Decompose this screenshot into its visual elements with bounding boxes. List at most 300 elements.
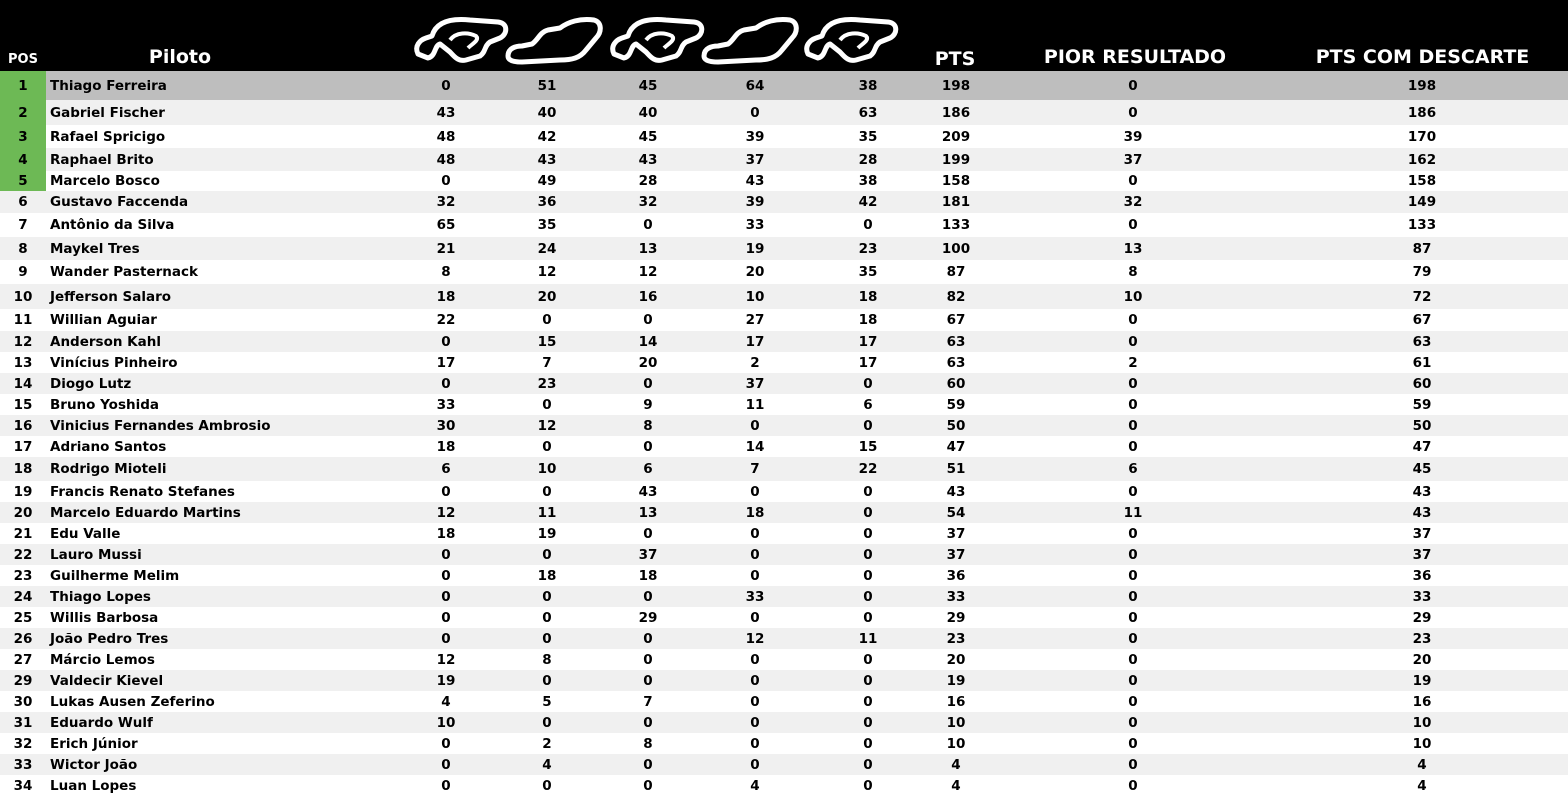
race-1-points-cell: 10 <box>436 714 456 731</box>
driver-name-cell: Willis Barbosa <box>50 609 159 626</box>
position-cell: 24 <box>13 588 33 605</box>
race-2-points-cell: 0 <box>542 546 552 563</box>
points-with-discard-cell: 10 <box>1412 735 1432 752</box>
race-1-points-cell: 18 <box>436 525 456 542</box>
points-with-discard-cell: 60 <box>1412 375 1432 392</box>
race-4-points-cell: 37 <box>745 151 765 168</box>
race-2-points-cell: 42 <box>537 128 557 145</box>
race-2-points-cell: 12 <box>537 264 557 280</box>
position-cell: 9 <box>18 264 28 280</box>
position-cell: 25 <box>13 609 33 626</box>
race-1-points-cell: 0 <box>441 375 451 392</box>
race-4-points-cell: 0 <box>750 546 760 563</box>
position-cell: 7 <box>18 217 28 233</box>
table-row <box>0 436 1568 457</box>
race-4-points-cell: 0 <box>750 693 760 710</box>
race-2-points-cell: 23 <box>537 375 557 392</box>
race-1-points-cell: 8 <box>441 264 451 280</box>
table-header <box>0 0 1568 71</box>
position-cell: 26 <box>13 630 33 647</box>
total-points-cell: 33 <box>946 588 966 605</box>
position-cell: 12 <box>13 333 33 350</box>
race-2-points-cell: 15 <box>537 333 557 350</box>
race-5-points-cell: 0 <box>863 672 873 689</box>
race-5-points-cell: 18 <box>858 288 878 305</box>
total-points-cell: 23 <box>946 630 966 647</box>
race-3-points-cell: 0 <box>643 777 653 794</box>
table-row <box>0 213 1568 237</box>
race-4-points-cell: 17 <box>745 333 765 350</box>
total-points-cell: 37 <box>946 525 966 542</box>
driver-name-cell: Lauro Mussi <box>50 546 142 563</box>
track-1-icon <box>410 10 514 66</box>
race-3-points-cell: 0 <box>643 438 653 455</box>
worst-result-cell: 0 <box>1128 312 1138 328</box>
points-with-discard-cell: 61 <box>1412 354 1432 371</box>
worst-result-cell: 0 <box>1128 609 1138 626</box>
race-4-points-cell: 0 <box>750 651 760 668</box>
driver-name-cell: Vinícius Pinheiro <box>50 354 178 371</box>
worst-result-cell: 0 <box>1128 104 1138 121</box>
race-4-points-cell: 0 <box>750 483 760 500</box>
worst-result-cell: 0 <box>1128 77 1138 94</box>
race-2-points-cell: 18 <box>537 567 557 584</box>
total-points-cell: 19 <box>946 672 966 689</box>
race-1-points-cell: 0 <box>441 735 451 752</box>
race-1-points-cell: 18 <box>436 288 456 305</box>
table-row <box>0 309 1568 331</box>
total-points-cell: 10 <box>946 735 966 752</box>
table-row <box>0 649 1568 670</box>
race-3-points-cell: 43 <box>638 483 658 500</box>
points-with-discard-cell: 63 <box>1412 333 1432 350</box>
position-cell: 22 <box>13 546 33 563</box>
position-cell: 34 <box>13 777 33 794</box>
race-2-points-cell: 12 <box>537 417 557 434</box>
race-5-points-cell: 0 <box>863 567 873 584</box>
position-cell: 21 <box>13 525 33 542</box>
race-4-points-cell: 11 <box>745 396 765 413</box>
race-3-points-cell: 0 <box>643 588 653 605</box>
race-5-points-cell: 28 <box>858 151 878 168</box>
worst-result-cell: 32 <box>1123 194 1143 210</box>
total-points-cell: 59 <box>946 396 966 413</box>
race-5-points-cell: 38 <box>858 173 878 189</box>
table-row <box>0 71 1568 100</box>
race-1-points-cell: 19 <box>436 672 456 689</box>
worst-result-cell: 0 <box>1128 438 1138 455</box>
worst-result-cell: 0 <box>1128 217 1138 233</box>
total-points-cell: 20 <box>946 651 966 668</box>
race-5-points-cell: 18 <box>858 312 878 328</box>
driver-name-cell: Vinicius Fernandes Ambrosio <box>50 417 271 434</box>
track-4-icon <box>698 10 802 66</box>
worst-result-cell: 37 <box>1123 151 1143 168</box>
worst-result-cell: 0 <box>1128 714 1138 731</box>
position-cell: 23 <box>13 567 33 584</box>
race-5-points-cell: 6 <box>863 396 873 413</box>
race-3-points-cell: 40 <box>638 104 658 121</box>
race-2-points-cell: 43 <box>537 151 557 168</box>
race-5-points-cell: 0 <box>863 588 873 605</box>
race-3-points-cell: 7 <box>643 693 653 710</box>
race-5-points-cell: 38 <box>858 77 878 94</box>
table-row <box>0 260 1568 284</box>
driver-name-cell: Luan Lopes <box>50 777 137 794</box>
points-with-discard-cell: 72 <box>1412 288 1432 305</box>
table-row <box>0 691 1568 712</box>
race-1-points-cell: 6 <box>441 461 451 477</box>
race-4-points-cell: 14 <box>745 438 765 455</box>
race-5-points-cell: 0 <box>863 504 873 521</box>
race-2-points-cell: 8 <box>542 651 552 668</box>
worst-result-cell: 0 <box>1128 588 1138 605</box>
points-with-discard-cell: 170 <box>1407 128 1437 145</box>
position-cell: 5 <box>0 171 46 191</box>
points-with-discard-cell: 43 <box>1412 504 1432 521</box>
race-3-points-cell: 0 <box>643 714 653 731</box>
race-4-points-cell: 10 <box>745 288 765 305</box>
race-3-points-cell: 0 <box>643 672 653 689</box>
total-points-cell: 63 <box>946 354 966 371</box>
worst-result-cell: 0 <box>1128 567 1138 584</box>
race-1-points-cell: 18 <box>436 438 456 455</box>
points-with-discard-cell: 59 <box>1412 396 1432 413</box>
race-5-points-cell: 0 <box>863 525 873 542</box>
race-5-points-cell: 0 <box>863 651 873 668</box>
total-points-cell: 37 <box>946 546 966 563</box>
race-2-points-cell: 19 <box>537 525 557 542</box>
total-points-cell: 10 <box>946 714 966 731</box>
race-4-points-cell: 0 <box>750 672 760 689</box>
race-4-points-cell: 2 <box>750 354 760 371</box>
table-row <box>0 565 1568 586</box>
points-with-discard-cell: 87 <box>1412 240 1432 257</box>
position-cell: 11 <box>13 312 33 328</box>
table-row <box>0 586 1568 607</box>
race-5-points-cell: 15 <box>858 438 878 455</box>
total-points-cell: 54 <box>946 504 966 521</box>
table-row <box>0 457 1568 481</box>
race-4-points-cell: 4 <box>750 777 760 794</box>
race-2-points-cell: 20 <box>537 288 557 305</box>
pts-column-header: PTS <box>934 48 976 70</box>
driver-name-cell: Willian Aguiar <box>50 312 157 328</box>
total-points-cell: 16 <box>946 693 966 710</box>
race-4-points-cell: 20 <box>745 264 765 280</box>
driver-name-cell: Marcelo Bosco <box>50 173 160 189</box>
worst-result-cell: 0 <box>1128 777 1138 794</box>
worst-result-cell: 39 <box>1123 128 1143 145</box>
race-1-points-cell: 48 <box>436 151 456 168</box>
race-5-points-cell: 0 <box>863 609 873 626</box>
driver-name-cell: Wictor João <box>50 756 138 773</box>
race-4-points-cell: 39 <box>745 194 765 210</box>
table-row <box>0 544 1568 565</box>
total-points-cell: 43 <box>946 483 966 500</box>
pior-resultado-column-header: PIOR RESULTADO <box>1043 46 1227 68</box>
driver-name-cell: Diogo Lutz <box>50 375 132 392</box>
table-row <box>0 237 1568 260</box>
race-4-points-cell: 0 <box>750 714 760 731</box>
table-row <box>0 125 1568 148</box>
total-points-cell: 82 <box>946 288 966 305</box>
race-4-points-cell: 33 <box>745 217 765 233</box>
worst-result-cell: 10 <box>1123 288 1143 305</box>
race-5-points-cell: 17 <box>858 333 878 350</box>
position-cell: 3 <box>0 125 46 148</box>
race-1-points-cell: 65 <box>436 217 456 233</box>
total-points-cell: 199 <box>941 151 971 168</box>
worst-result-cell: 2 <box>1128 354 1138 371</box>
race-3-points-cell: 18 <box>638 567 658 584</box>
position-cell: 14 <box>13 375 33 392</box>
total-points-cell: 63 <box>946 333 966 350</box>
race-3-points-cell: 8 <box>643 417 653 434</box>
race-2-points-cell: 5 <box>542 693 552 710</box>
race-5-points-cell: 17 <box>858 354 878 371</box>
table-row <box>0 670 1568 691</box>
race-3-points-cell: 28 <box>638 173 658 189</box>
track-2-icon <box>502 10 606 66</box>
race-4-points-cell: 0 <box>750 567 760 584</box>
worst-result-cell: 8 <box>1128 264 1138 280</box>
race-5-points-cell: 23 <box>858 240 878 257</box>
race-3-points-cell: 14 <box>638 333 658 350</box>
race-5-points-cell: 0 <box>863 714 873 731</box>
table-row <box>0 373 1568 394</box>
position-cell: 6 <box>18 194 28 210</box>
position-cell: 27 <box>13 651 33 668</box>
race-3-points-cell: 0 <box>643 217 653 233</box>
driver-name-cell: Eduardo Wulf <box>50 714 153 731</box>
driver-name-cell: Francis Renato Stefanes <box>50 483 235 500</box>
race-5-points-cell: 42 <box>858 194 878 210</box>
table-row <box>0 733 1568 754</box>
race-3-points-cell: 29 <box>638 609 658 626</box>
position-cell: 30 <box>13 693 33 710</box>
driver-name-cell: Thiago Ferreira <box>50 77 167 94</box>
points-with-discard-cell: 37 <box>1412 546 1432 563</box>
race-1-points-cell: 0 <box>441 756 451 773</box>
worst-result-cell: 0 <box>1128 483 1138 500</box>
race-2-points-cell: 49 <box>537 173 557 189</box>
driver-name-cell: Márcio Lemos <box>50 651 155 668</box>
table-row <box>0 148 1568 171</box>
race-5-points-cell: 0 <box>863 735 873 752</box>
race-2-points-cell: 0 <box>542 714 552 731</box>
table-row <box>0 712 1568 733</box>
race-1-points-cell: 30 <box>436 417 456 434</box>
race-4-points-cell: 37 <box>745 375 765 392</box>
points-with-discard-cell: 162 <box>1407 151 1437 168</box>
race-1-points-cell: 0 <box>441 483 451 500</box>
driver-name-cell: Valdecir Kievel <box>50 672 164 689</box>
race-1-points-cell: 0 <box>441 173 451 189</box>
driver-name-cell: João Pedro Tres <box>50 630 169 647</box>
race-3-points-cell: 32 <box>638 194 658 210</box>
race-2-points-cell: 0 <box>542 588 552 605</box>
table-row <box>0 171 1568 191</box>
race-2-points-cell: 0 <box>542 483 552 500</box>
race-5-points-cell: 22 <box>858 461 878 477</box>
table-row <box>0 352 1568 373</box>
race-4-points-cell: 27 <box>745 312 765 328</box>
race-5-points-cell: 35 <box>858 264 878 280</box>
total-points-cell: 158 <box>941 173 971 189</box>
race-5-points-cell: 63 <box>858 104 878 121</box>
race-2-points-cell: 0 <box>542 438 552 455</box>
race-3-points-cell: 12 <box>638 264 658 280</box>
race-4-points-cell: 33 <box>745 588 765 605</box>
race-3-points-cell: 20 <box>638 354 658 371</box>
table-row <box>0 754 1568 775</box>
race-1-points-cell: 12 <box>436 651 456 668</box>
race-5-points-cell: 0 <box>863 756 873 773</box>
points-with-discard-cell: 186 <box>1407 104 1437 121</box>
race-5-points-cell: 0 <box>863 546 873 563</box>
race-2-points-cell: 7 <box>542 354 552 371</box>
race-4-points-cell: 0 <box>750 417 760 434</box>
race-4-points-cell: 0 <box>750 525 760 542</box>
points-with-discard-cell: 79 <box>1412 264 1432 280</box>
points-with-discard-cell: 149 <box>1407 194 1437 210</box>
race-1-points-cell: 0 <box>441 630 451 647</box>
race-1-points-cell: 21 <box>436 240 456 257</box>
table-row <box>0 628 1568 649</box>
race-3-points-cell: 0 <box>643 525 653 542</box>
points-with-discard-cell: 43 <box>1412 483 1432 500</box>
position-cell: 4 <box>0 148 46 171</box>
race-5-points-cell: 0 <box>863 483 873 500</box>
total-points-cell: 87 <box>946 264 966 280</box>
worst-result-cell: 0 <box>1128 333 1138 350</box>
total-points-cell: 133 <box>941 217 971 233</box>
race-3-points-cell: 0 <box>643 375 653 392</box>
race-4-points-cell: 0 <box>750 609 760 626</box>
race-5-points-cell: 0 <box>863 417 873 434</box>
total-points-cell: 50 <box>946 417 966 434</box>
race-4-points-cell: 19 <box>745 240 765 257</box>
position-cell: 15 <box>13 396 33 413</box>
race-2-points-cell: 0 <box>542 609 552 626</box>
table-row <box>0 331 1568 352</box>
driver-name-cell: Maykel Tres <box>50 240 140 257</box>
driver-name-cell: Gustavo Faccenda <box>50 194 189 210</box>
track-3-icon <box>606 10 710 66</box>
worst-result-cell: 6 <box>1128 461 1138 477</box>
points-with-discard-cell: 20 <box>1412 651 1432 668</box>
race-5-points-cell: 0 <box>863 693 873 710</box>
driver-name-cell: Edu Valle <box>50 525 121 542</box>
worst-result-cell: 0 <box>1128 735 1138 752</box>
race-5-points-cell: 0 <box>863 375 873 392</box>
race-3-points-cell: 6 <box>643 461 653 477</box>
points-with-discard-cell: 67 <box>1412 312 1432 328</box>
total-points-cell: 60 <box>946 375 966 392</box>
race-1-points-cell: 32 <box>436 194 456 210</box>
points-with-discard-cell: 45 <box>1412 461 1432 477</box>
race-1-points-cell: 4 <box>441 693 451 710</box>
race-1-points-cell: 22 <box>436 312 456 328</box>
position-cell: 33 <box>13 756 33 773</box>
points-with-discard-cell: 50 <box>1412 417 1432 434</box>
total-points-cell: 4 <box>951 756 961 773</box>
race-2-points-cell: 0 <box>542 672 552 689</box>
race-2-points-cell: 4 <box>542 756 552 773</box>
driver-name-cell: Wander Pasternack <box>50 264 198 280</box>
table-row <box>0 481 1568 502</box>
race-3-points-cell: 9 <box>643 396 653 413</box>
worst-result-cell: 0 <box>1128 525 1138 542</box>
total-points-cell: 29 <box>946 609 966 626</box>
race-5-points-cell: 0 <box>863 217 873 233</box>
total-points-cell: 181 <box>941 194 971 210</box>
race-4-points-cell: 39 <box>745 128 765 145</box>
worst-result-cell: 0 <box>1128 693 1138 710</box>
race-3-points-cell: 0 <box>643 651 653 668</box>
race-2-points-cell: 35 <box>537 217 557 233</box>
race-1-points-cell: 0 <box>441 567 451 584</box>
race-4-points-cell: 43 <box>745 173 765 189</box>
worst-result-cell: 0 <box>1128 396 1138 413</box>
total-points-cell: 198 <box>941 77 971 94</box>
points-with-discard-cell: 19 <box>1412 672 1432 689</box>
total-points-cell: 209 <box>941 128 971 145</box>
total-points-cell: 186 <box>941 104 971 121</box>
race-2-points-cell: 11 <box>537 504 557 521</box>
points-with-discard-cell: 133 <box>1407 217 1437 233</box>
race-4-points-cell: 7 <box>750 461 760 477</box>
race-3-points-cell: 45 <box>638 77 658 94</box>
driver-name-cell: Anderson Kahl <box>50 333 161 350</box>
driver-name-cell: Antônio da Silva <box>50 217 175 233</box>
race-4-points-cell: 12 <box>745 630 765 647</box>
worst-result-cell: 0 <box>1128 651 1138 668</box>
position-cell: 8 <box>18 240 28 257</box>
race-1-points-cell: 17 <box>436 354 456 371</box>
race-3-points-cell: 0 <box>643 756 653 773</box>
pos-column-header: POS <box>8 52 38 67</box>
position-cell: 20 <box>13 504 33 521</box>
position-cell: 1 <box>0 71 46 100</box>
total-points-cell: 4 <box>951 777 961 794</box>
worst-result-cell: 11 <box>1123 504 1143 521</box>
race-3-points-cell: 0 <box>643 630 653 647</box>
driver-name-cell: Marcelo Eduardo Martins <box>50 504 241 521</box>
race-5-points-cell: 11 <box>858 630 878 647</box>
race-1-points-cell: 43 <box>436 104 456 121</box>
driver-name-cell: Bruno Yoshida <box>50 396 160 413</box>
race-1-points-cell: 0 <box>441 777 451 794</box>
race-3-points-cell: 37 <box>638 546 658 563</box>
driver-name-cell: Jefferson Salaro <box>50 288 172 305</box>
worst-result-cell: 0 <box>1128 173 1138 189</box>
piloto-column-header: Piloto <box>148 46 212 68</box>
race-3-points-cell: 8 <box>643 735 653 752</box>
race-3-points-cell: 0 <box>643 312 653 328</box>
worst-result-cell: 0 <box>1128 756 1138 773</box>
race-3-points-cell: 45 <box>638 128 658 145</box>
table-row <box>0 607 1568 628</box>
table-row <box>0 100 1568 125</box>
driver-name-cell: Lukas Ausen Zeferino <box>50 693 215 710</box>
position-cell: 19 <box>13 483 33 500</box>
race-1-points-cell: 0 <box>441 609 451 626</box>
race-3-points-cell: 13 <box>638 504 658 521</box>
table-row <box>0 284 1568 309</box>
race-2-points-cell: 36 <box>537 194 557 210</box>
